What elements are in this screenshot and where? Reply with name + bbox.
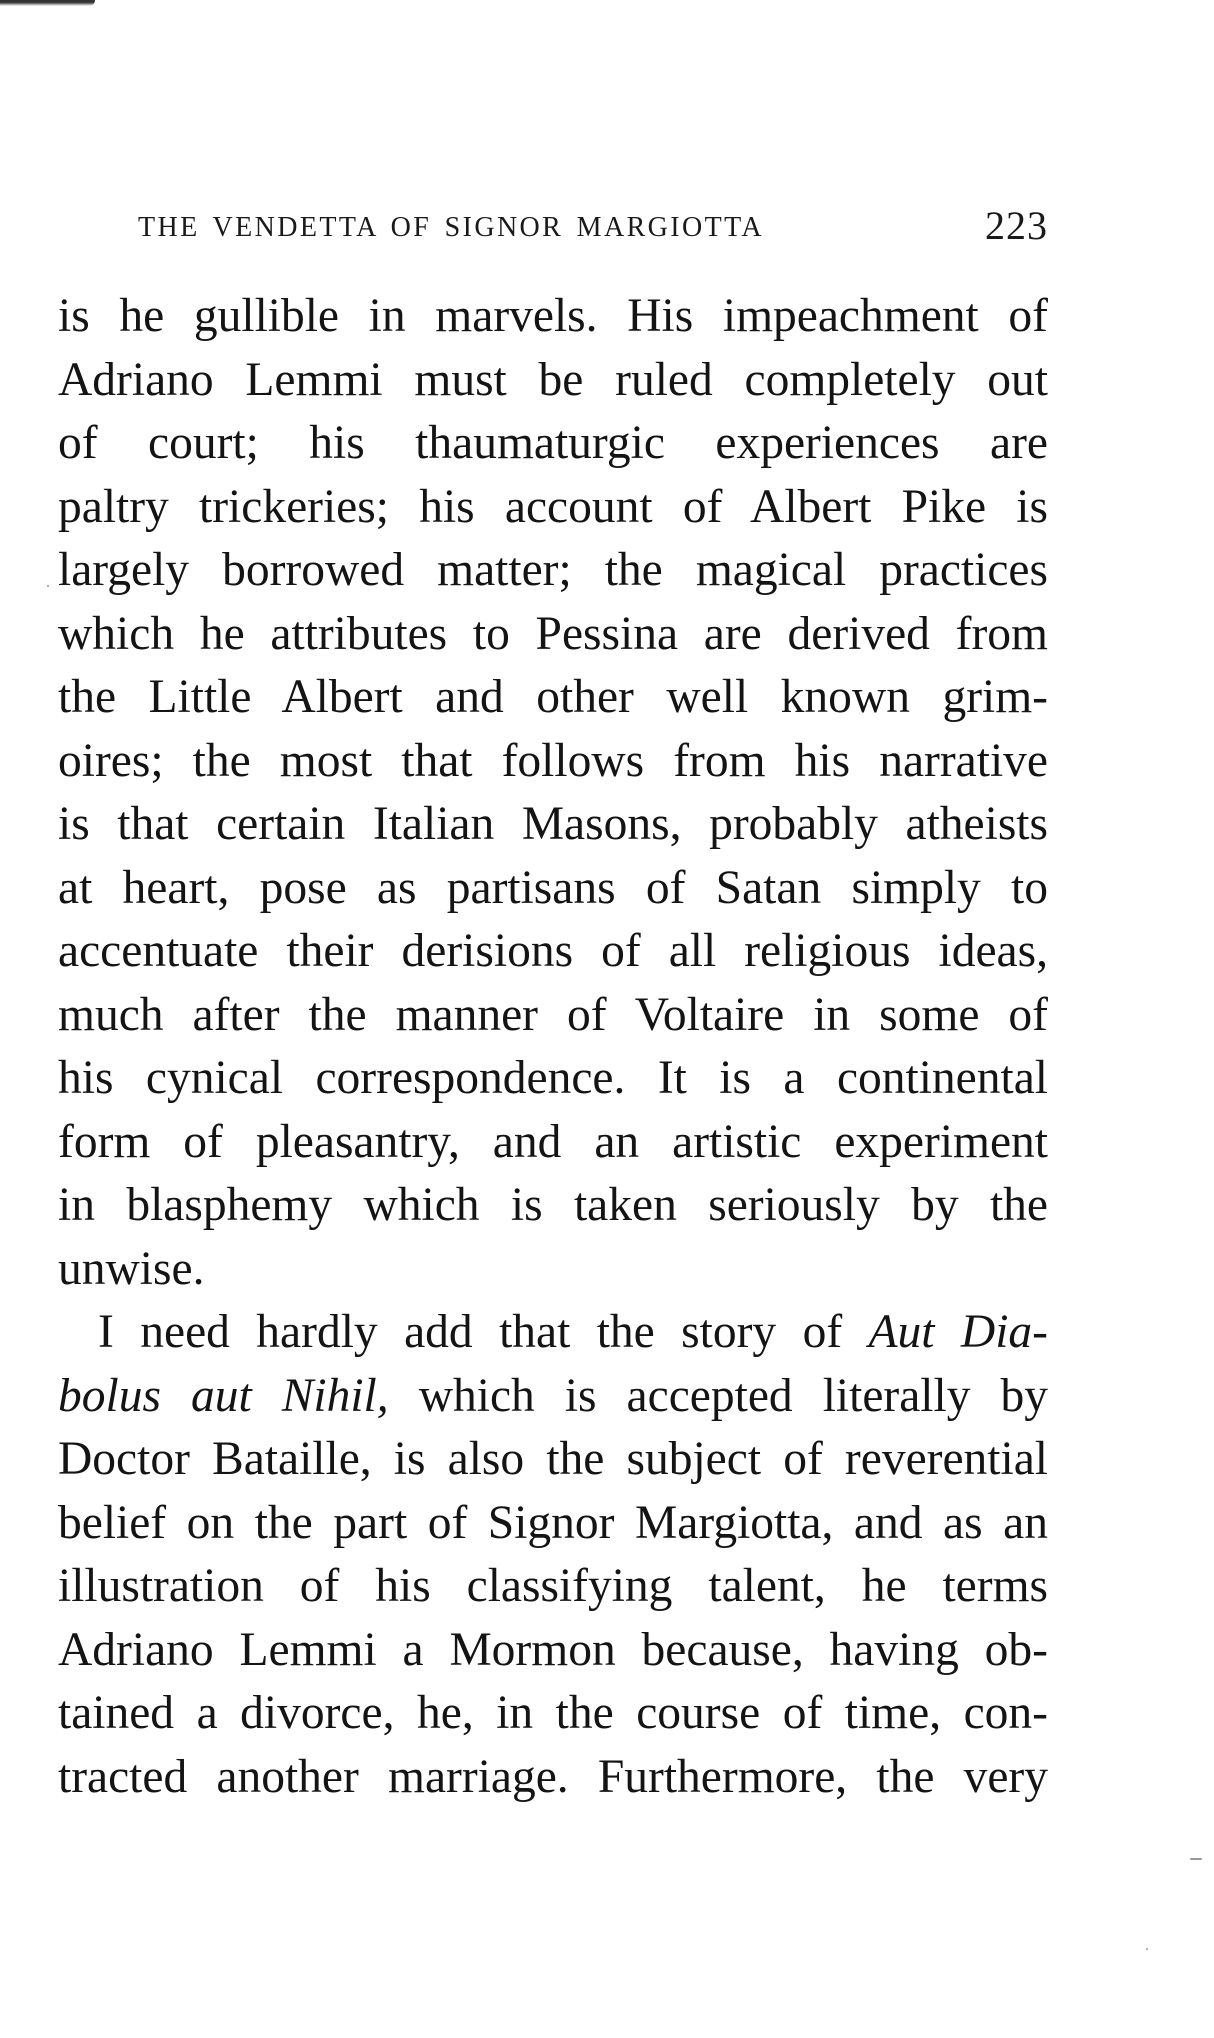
- text-line: [58, 1365, 1048, 1429]
- text-line: largely borrowed matter; the magical practices: [58, 544, 1048, 596]
- text-line: which he attributes to Pessina are derived from: [58, 607, 1048, 660]
- page-header: [138, 202, 1058, 252]
- text-line: belief on the part of Signor Margiotta, and as an: [58, 1496, 1048, 1549]
- paragraph-1: [58, 285, 1048, 1301]
- text-line: paltry trickeries; his account of Albert Pike is: [58, 480, 1048, 533]
- paper-speck: [1190, 1858, 1202, 1860]
- text-line: much after the manner of Voltaire in some of: [58, 988, 1048, 1041]
- text-line: Doctor Bataille, is also the subject of reverential: [58, 1433, 1048, 1485]
- text-line: in blasphemy which is taken seriously by the: [58, 1179, 1048, 1231]
- text-line: at heart, pose as partisans of Satan simply to: [58, 861, 1048, 914]
- text-line: Adriano Lemmi a Mormon because, having ob-: [58, 1623, 1048, 1676]
- page-number: 223: [985, 203, 1048, 248]
- text-run: which is accepted literally by: [388, 1369, 1048, 1422]
- text-line: is he gullible in marvels. His impeachment of: [58, 290, 1048, 342]
- text-run: I need hardly add that the story of: [98, 1306, 869, 1358]
- italic-title-run: Aut Dia-: [868, 1306, 1048, 1358]
- italic-title-run: bolus aut Nihil,: [58, 1369, 389, 1422]
- text-line-first: [58, 1301, 1048, 1365]
- body-text: [58, 285, 1048, 1809]
- text-line-last: unwise.: [58, 1242, 205, 1295]
- text-line: form of pleasantry, and an artistic experiment: [58, 1115, 1048, 1168]
- text-line: is that certain Italian Masons, probably atheists: [58, 798, 1048, 850]
- text-line: oires; the most that follows from his narrative: [58, 734, 1048, 787]
- scan-edge-mark: [0, 0, 95, 6]
- text-line: Adriano Lemmi must be ruled completely out: [58, 353, 1048, 406]
- text-line: tained a divorce, he, in the course of time, con-: [58, 1687, 1048, 1739]
- text-line: the Little Albert and other well known grim-: [58, 671, 1048, 723]
- running-head: THE VENDETTA OF SIGNOR MARGIOTTA: [138, 212, 765, 243]
- paper-speck: [47, 585, 49, 587]
- paragraph-2: [58, 1301, 1048, 1809]
- text-line: of court; his thaumaturgic experiences are: [58, 417, 1048, 469]
- text-line: his cynical correspondence. It is a continental: [58, 1052, 1048, 1104]
- text-line: tracted another marriage. Furthermore, the very: [58, 1750, 1048, 1803]
- text-line: illustration of his classifying talent, he terms: [58, 1560, 1048, 1612]
- paper-speck: [1146, 1948, 1148, 1950]
- text-line: accentuate their derisions of all religious ideas,: [58, 925, 1048, 977]
